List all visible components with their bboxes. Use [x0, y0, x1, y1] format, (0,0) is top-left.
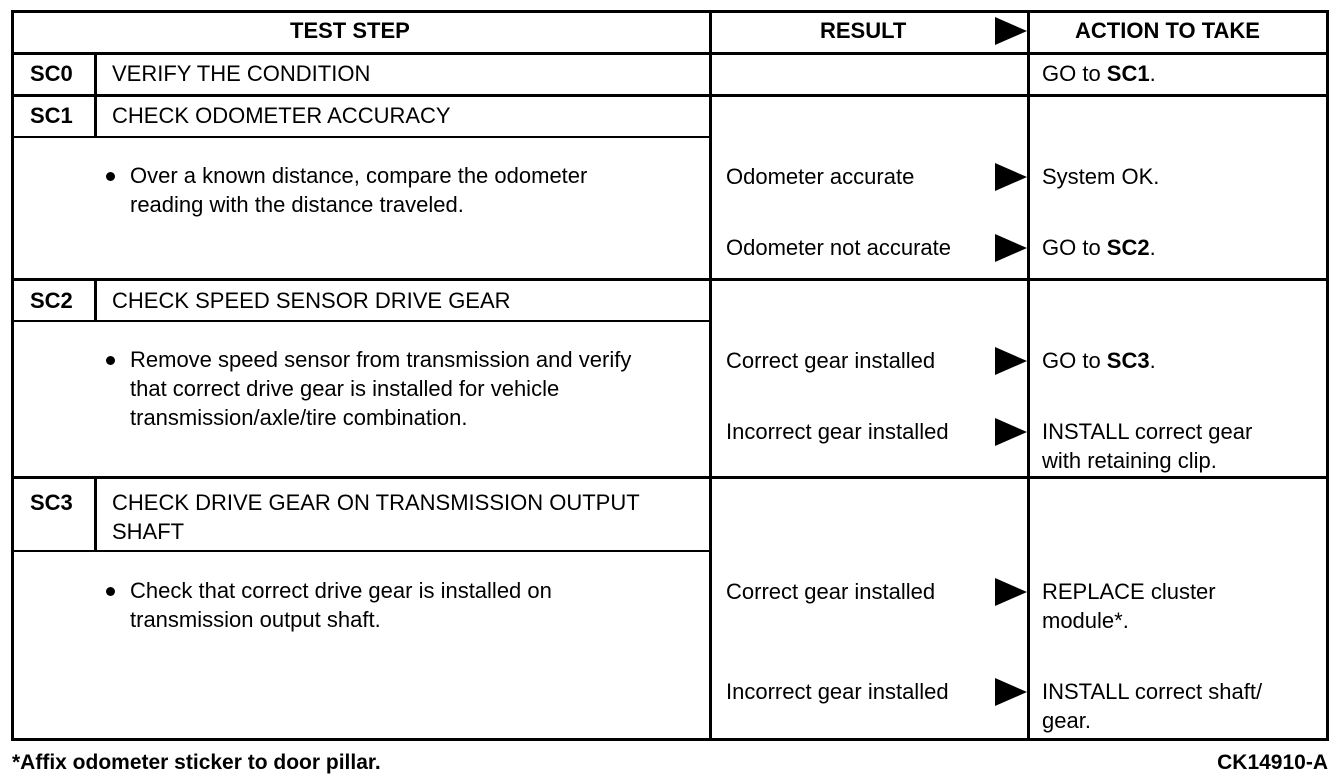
action-suffix: . [1149, 61, 1156, 86]
step-title-line: SHAFT [112, 519, 185, 544]
result-sc2-1: Correct gear installed [726, 348, 936, 373]
step-instruction-line: transmission output shaft. [130, 607, 381, 632]
step-instruction-line: that correct drive gear is installed for vehicle [130, 376, 560, 401]
action-line: gear. [1042, 708, 1091, 733]
action-suffix: . [1149, 348, 1156, 373]
result-sc3-2: Incorrect gear installed [726, 679, 949, 704]
action-sc2-1 [1042, 346, 1156, 375]
footnote: *Affix odometer sticker to door pillar. [12, 751, 381, 774]
bullet-icon [106, 172, 115, 181]
step-title-line: CHECK DRIVE GEAR ON TRANSMISSION OUTPUT [112, 490, 640, 515]
result-sc2-2: Incorrect gear installed [726, 419, 949, 444]
figure-id: CK14910-A [1217, 751, 1328, 774]
action-prefix: GO to [1042, 61, 1107, 86]
step-title-sc2: CHECK SPEED SENSOR DRIVE GEAR [112, 288, 511, 313]
arrow-icon [995, 418, 1027, 446]
action-suffix: . [1149, 235, 1156, 260]
action-ref: SC1 [1106, 61, 1150, 86]
step-instruction-line: reading with the distance traveled. [130, 192, 464, 217]
step-id-sc3: SC3 [30, 490, 73, 515]
action-prefix: GO to [1042, 348, 1107, 373]
step-instruction-line: Remove speed sensor from transmission and verify [130, 347, 632, 372]
action-sc1-2 [1042, 233, 1156, 262]
header-action: ACTION TO TAKE [1075, 18, 1260, 43]
step-title-sc0: VERIFY THE CONDITION [112, 61, 371, 86]
arrow-icon [995, 578, 1027, 606]
action-line: INSTALL correct gear [1042, 419, 1253, 444]
action-line: module*. [1042, 608, 1129, 633]
action-line: INSTALL correct shaft/ [1042, 679, 1263, 704]
action-line: REPLACE cluster [1042, 579, 1216, 604]
step-id-sc0: SC0 [30, 61, 73, 86]
step-instruction-line: Check that correct drive gear is installed on [130, 578, 552, 603]
step-instruction-line: Over a known distance, compare the odometer [130, 163, 588, 188]
header-arrow-icon [995, 17, 1027, 45]
arrow-icon [995, 163, 1027, 191]
bullet-icon [106, 356, 115, 365]
arrow-icon [995, 347, 1027, 375]
action-sc1-1: System OK. [1042, 164, 1160, 189]
arrow-icon [995, 234, 1027, 262]
bullet-icon [106, 587, 115, 596]
header-test-step: TEST STEP [290, 18, 410, 43]
step-id-sc1: SC1 [30, 103, 73, 128]
action-sc0 [1042, 59, 1156, 88]
result-sc1-1: Odometer accurate [726, 164, 915, 189]
action-ref: SC3 [1106, 348, 1150, 373]
arrow-icon [995, 678, 1027, 706]
result-sc3-1: Correct gear installed [726, 579, 936, 604]
action-prefix: GO to [1042, 235, 1107, 260]
step-id-sc2: SC2 [30, 288, 73, 313]
header-result: RESULT [820, 18, 907, 43]
result-sc1-2: Odometer not accurate [726, 235, 952, 260]
action-ref: SC2 [1106, 235, 1150, 260]
action-line: with retaining clip. [1042, 448, 1217, 473]
step-instruction-line: transmission/axle/tire combination. [130, 405, 468, 430]
step-title-sc1: CHECK ODOMETER ACCURACY [112, 103, 451, 128]
